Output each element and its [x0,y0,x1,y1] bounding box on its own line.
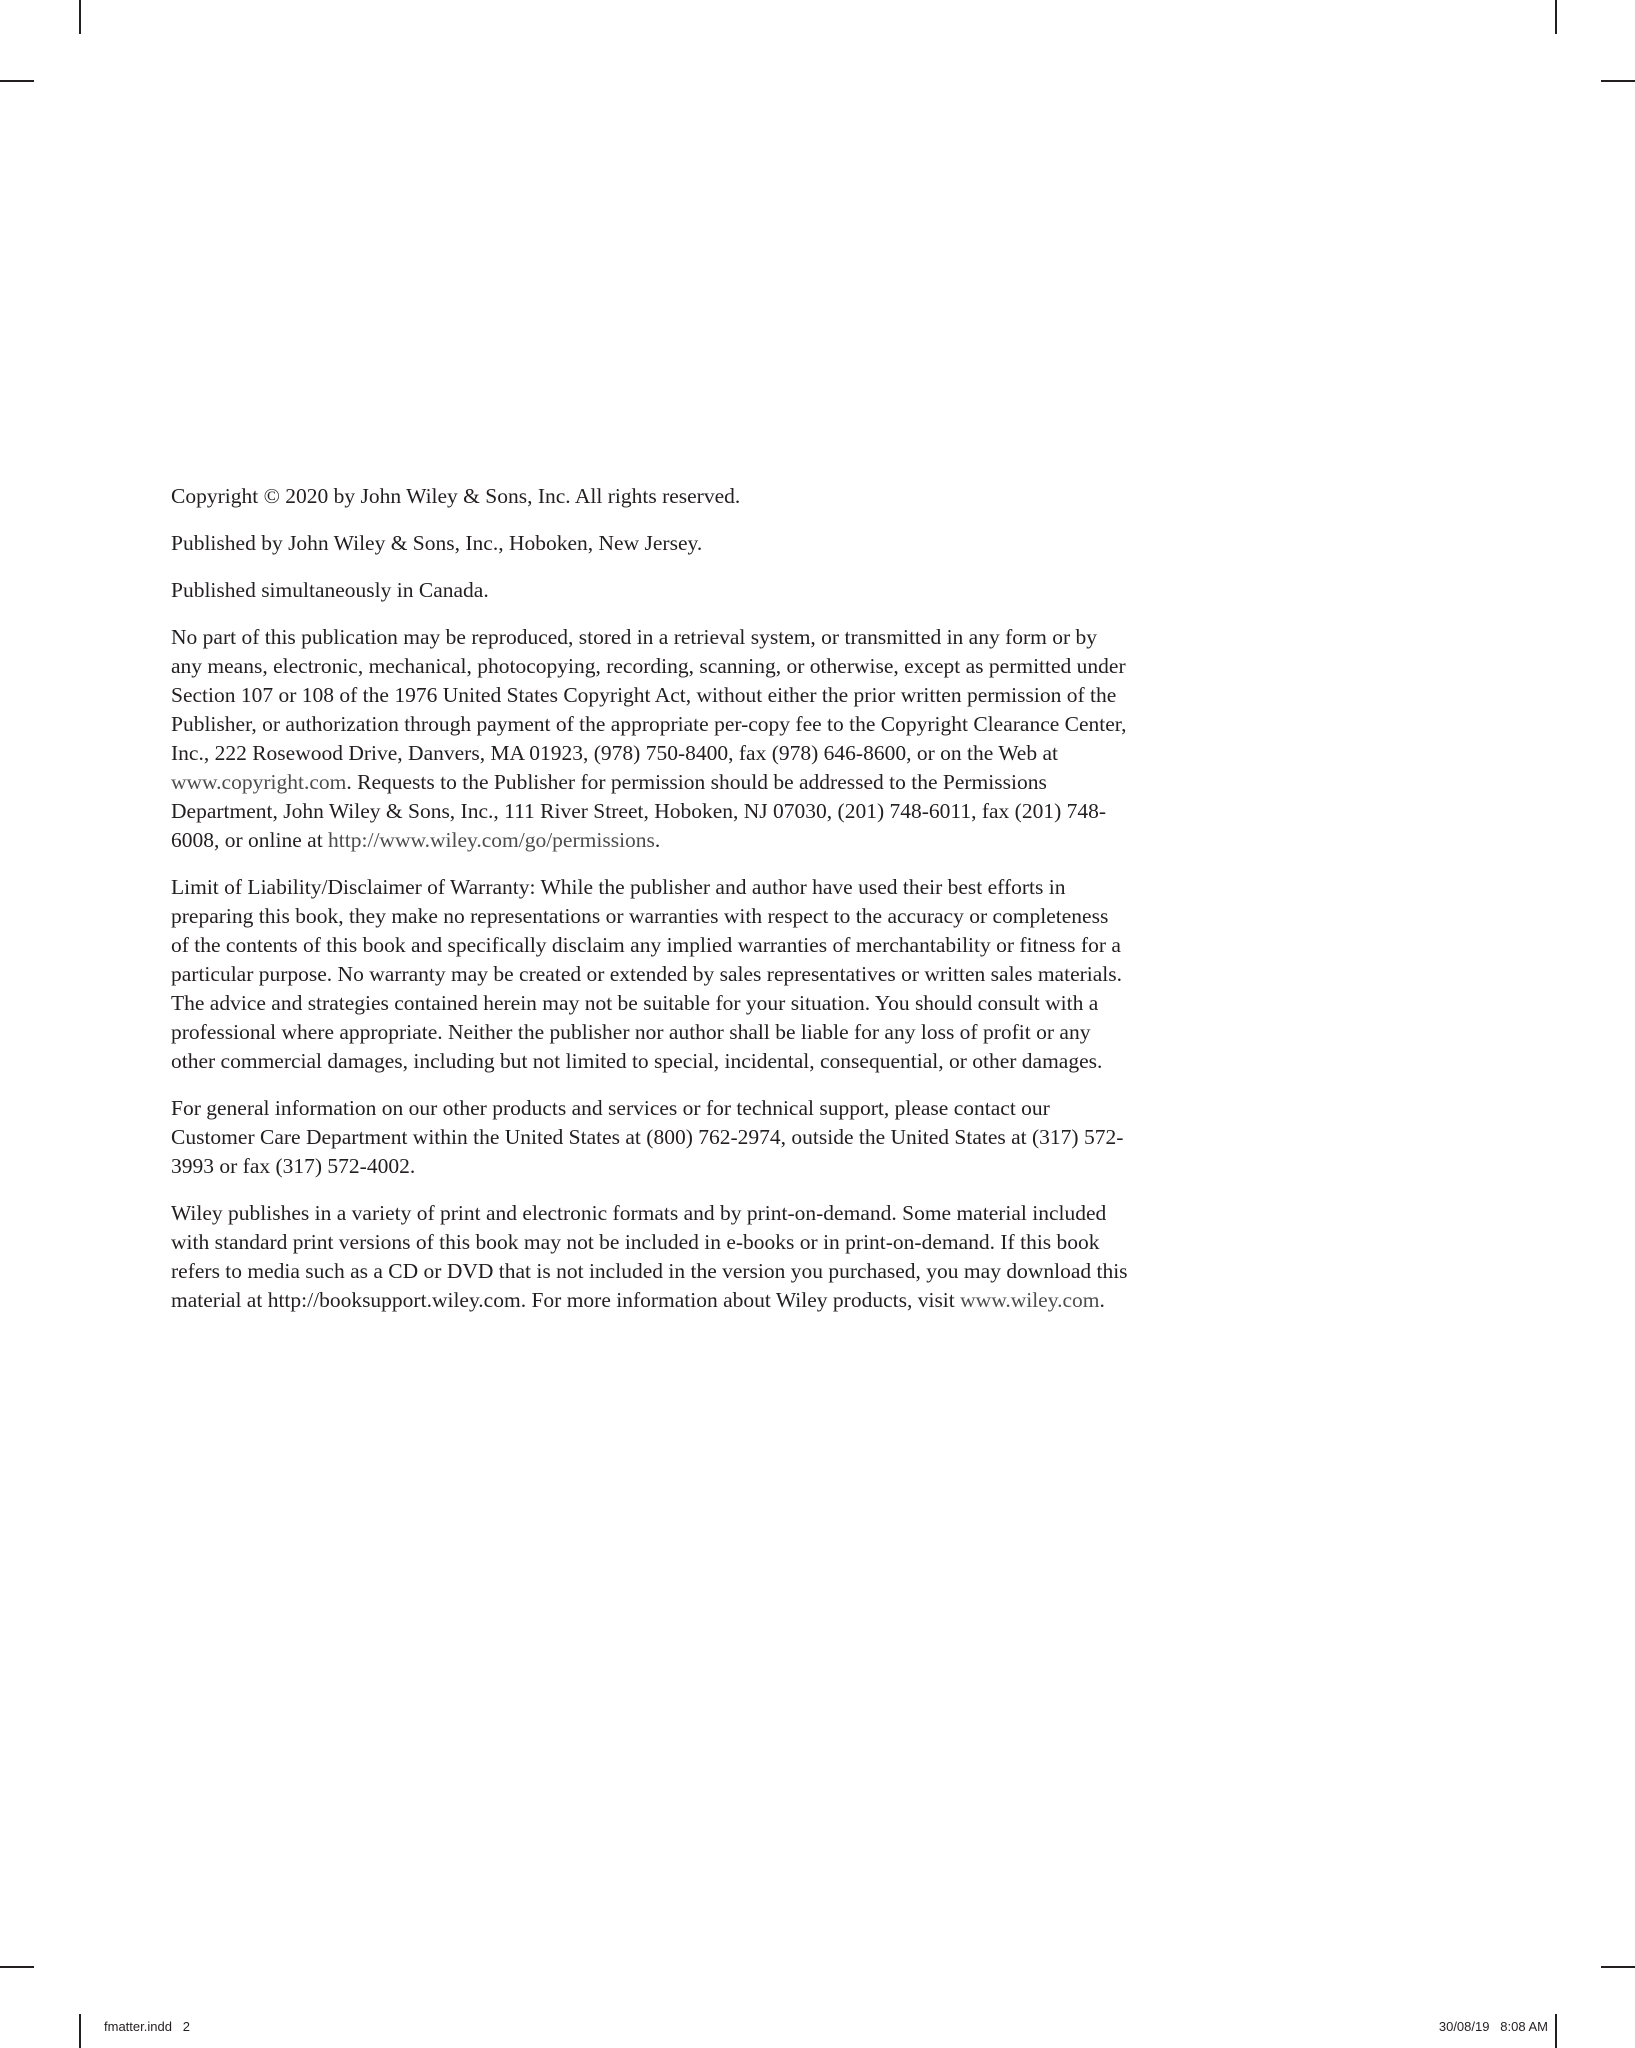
copyright-line: Copyright © 2020 by John Wiley & Sons, Inc. All rights reserved. [171,484,741,508]
crop-mark-top-left-vertical [79,0,81,34]
wiley-permissions-link[interactable]: http://www.wiley.com/go/permissions [328,828,655,852]
slug-file-name: fmatter.indd 2 [104,2019,190,2034]
permissions-text-3: . [654,828,661,852]
crop-mark-bottom-right-horizontal [1601,1966,1635,1968]
crop-mark-bottom-right-vertical [1555,2014,1557,2048]
permissions-text-2: . Requests to the Publisher for permission should be addressed to the Permissions Department, John Wiley & Sons, Inc., 111 River Street, Hoboken, NJ 07030, (201) 748-6011, fax (201) 748-6008, or online at [171,770,1107,852]
published-canada-line: Published simultaneously in Canada. [171,578,489,602]
formats-text-1: Wiley publishes in a variety of print and electronic formats and by print-on-demand. Some material included with standard print versions of this book may not be included in e-books or in print-on-demand. If this book refers to media such as a CD or DVD that is not included in the version you purchased, you may download this material at http://booksupport.wiley.com. For more information about Wiley products, visit [171,1201,1128,1312]
permissions-text-1: No part of this publication may be reproduced, stored in a retrieval system, or transmitted in any form or by any means, electronic, mechanical, photocopying, recording, scanning, or otherwise, except as permitted under Section 107 or 108 of the 1976 United States Copyright Act, without either the prior written permission of the Publisher, or authorization through payment of the appropriate per-copy fee to the Copyright Clearance Center, Inc., 222 Rosewood Drive, Danvers, MA 01923, (978) 750-8400, fax (978) 646-8600, or on the Web at [171,625,1127,765]
crop-mark-top-left-horizontal [0,80,34,82]
permissions-paragraph [171,623,1131,855]
slug-date-time: 30/08/19 8:08 AM [1438,2019,1548,2034]
crop-mark-bottom-left-vertical [79,2014,81,2048]
crop-mark-top-right-vertical [1555,0,1557,34]
published-by-line: Published by John Wiley & Sons, Inc., Hoboken, New Jersey. [171,531,703,555]
formats-paragraph [171,1199,1131,1315]
copyright-page-text [171,482,1131,1333]
copyright-website-link[interactable]: www.copyright.com [171,770,347,794]
liability-disclaimer-paragraph: Limit of Liability/Disclaimer of Warranty: While the publisher and author have used their best efforts in preparing this book, they make no representations or warranties with respect to the accuracy or completeness of the contents of this book and specifically disclaim any implied warranties of merchantability or fitness for a particular purpose. No warranty may be created or extended by sales representatives or written sales materials. The advice and strategies contained herein may not be suitable for your situation. You should consult with a professional where appropriate. Neither the publisher nor author shall be liable for any loss of profit or any other commercial damages, including but not limited to special, incidental, consequential, or other damages. [171,875,1122,1073]
crop-mark-top-right-horizontal [1601,80,1635,82]
crop-mark-bottom-left-horizontal [0,1966,34,1968]
customer-support-paragraph: For general information on our other products and services or for technical support, please contact our Customer Care Department within the United States at (800) 762-2974, outside the United States at (317) 572-3993 or fax (317) 572-4002. [171,1096,1124,1178]
formats-text-2: . [1099,1288,1105,1312]
wiley-website-link[interactable]: www.wiley.com [960,1288,1100,1312]
